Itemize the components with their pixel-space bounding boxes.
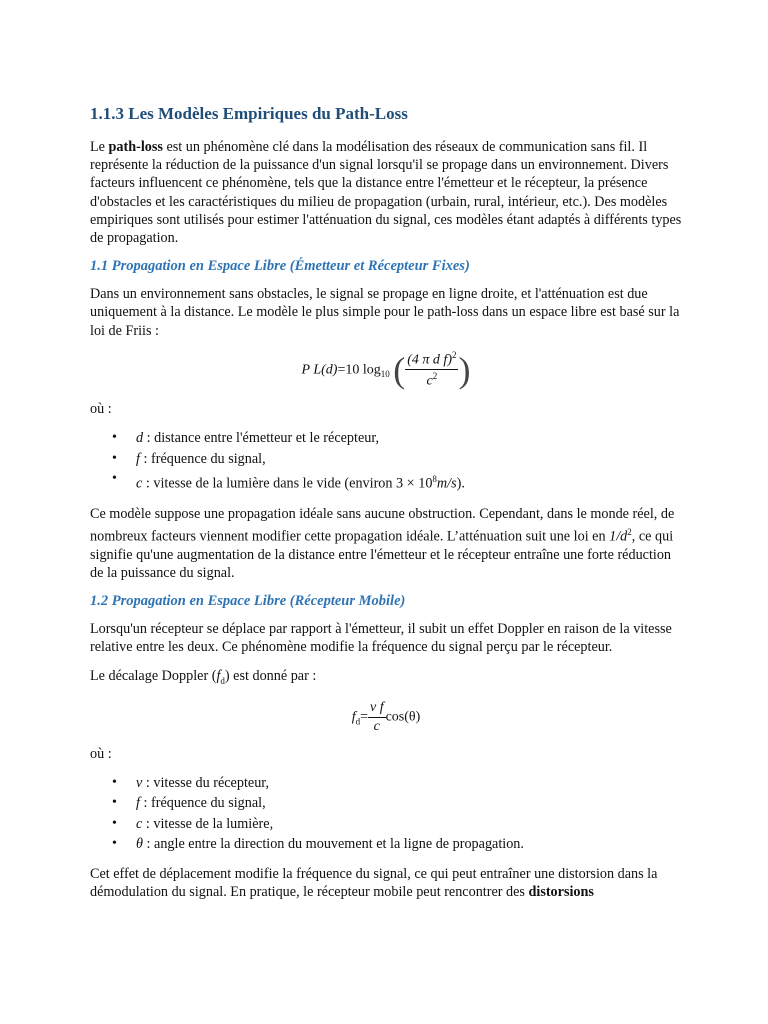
list-item bbox=[136, 449, 682, 470]
bullet-var: c bbox=[136, 815, 143, 832]
list-item bbox=[136, 428, 682, 449]
document-content bbox=[90, 104, 682, 911]
bullet-var: θ bbox=[136, 836, 143, 853]
doppler-sub: d bbox=[220, 675, 225, 686]
doppler-variable-list bbox=[90, 773, 682, 855]
friis-denominator bbox=[405, 370, 458, 390]
bullet-text: : angle entre la direction du mouvement et la ligne de propagation. bbox=[142, 836, 524, 853]
doppler-shift-line bbox=[90, 667, 682, 690]
doppler-rhs: cos(θ) bbox=[385, 709, 421, 725]
subsection-heading-2: 1.2 Propagation en Espace Libre (Récepteur Mobile) bbox=[90, 593, 406, 610]
friis-equation bbox=[90, 350, 682, 390]
list-item bbox=[136, 773, 682, 794]
friis-open-paren: ( bbox=[393, 349, 406, 390]
doppler-numerator: v f bbox=[368, 700, 386, 718]
bullet-end: ). bbox=[456, 476, 465, 493]
doppler-fraction bbox=[368, 700, 386, 735]
bullet-text: : vitesse de la lumière dans le vide (environ 3 × 10 bbox=[142, 476, 433, 493]
friis-lhs: P L(d) bbox=[301, 362, 338, 378]
attenuation-paragraph bbox=[90, 505, 682, 583]
bullet-text: : fréquence du signal, bbox=[139, 450, 266, 467]
intro-text: est un phénomène clé dans la modélisation des réseaux de communication sans fil. Il représente la réduction de la puissance d'un signal lorsqu'il se propage dans un environnement. Divers facteurs influencent ce phénomène, tels que la distance entre l'émetteur et le récepteur, la présence d'obstacles et les caractéristiques du milieu de propagation (urbain, rural, intérieur, etc.). Des modèles empiriques sont utilisés pour estimer l'atténuation du signal, ces modèles étant adaptés à différents types de propagation. bbox=[90, 139, 682, 247]
intro-bold-term: path-loss bbox=[108, 139, 163, 155]
doppler-text-b: ) est donné par : bbox=[224, 667, 317, 684]
doppler-lhs: f bbox=[351, 709, 356, 725]
doppler-lhs-sub: d bbox=[355, 716, 361, 727]
friis-fraction bbox=[405, 350, 458, 390]
list-item bbox=[136, 469, 682, 494]
friis-num-exp: 2 bbox=[451, 349, 457, 360]
friis-den-exp: 2 bbox=[432, 371, 438, 382]
distortion-bold-term: distorsions bbox=[528, 883, 594, 900]
doppler-intro-paragraph: Lorsqu'un récepteur se déplace par rapport à l'émetteur, il subit un effet Doppler en raison de la vitesse relative entre les deux. Ce phénomène modifie la fréquence du signal perçu par le récepteur. bbox=[90, 621, 672, 656]
attenuation-math: 1/d bbox=[609, 528, 628, 545]
friis-intro-paragraph: Dans un environnement sans obstacles, le signal se propage en ligne droite, et l'atténuation est due uniquement à la distance. Le modèle le plus simple pour le path-loss dans un espace libre est basé sur la loi de Friis : bbox=[90, 286, 680, 339]
attenuation-text-b: , ce qui signifie qu'une augmentation de la distance entre l'émetteur et le récepteur entraîne une forte réduction de la puissance du signal. bbox=[90, 528, 674, 581]
friis-num-text: 4 π d f bbox=[411, 352, 448, 368]
distortion-paragraph bbox=[90, 865, 682, 901]
list-item bbox=[136, 834, 682, 855]
doppler-equation bbox=[90, 700, 682, 735]
intro-prefix: Le bbox=[90, 139, 109, 155]
ou-label-1: où : bbox=[90, 401, 112, 418]
bullet-var: f bbox=[136, 450, 140, 467]
bullet-text: : distance entre l'émetteur et le récepteur, bbox=[143, 430, 380, 447]
attenuation-text-a: Ce modèle suppose une propagation idéale sans aucune obstruction. Cependant, dans le monde réel, de nombreux facteurs viennent modifier cette propagation idéale. L’atténuation suit une loi en bbox=[90, 505, 675, 545]
section-title: 1.1.3 Les Modèles Empiriques du Path-Loss bbox=[90, 104, 408, 123]
bullet-unit: m/s bbox=[436, 476, 457, 493]
bullet-text: : vitesse du récepteur, bbox=[142, 774, 269, 791]
subsection-heading-1: 1.1 Propagation en Espace Libre (Émetteur et Récepteur Fixes) bbox=[90, 258, 470, 275]
list-item bbox=[136, 793, 682, 814]
bullet-var: v bbox=[136, 774, 143, 791]
list-item bbox=[136, 814, 682, 835]
doppler-var: f bbox=[216, 667, 221, 684]
bullet-var: d bbox=[136, 430, 144, 447]
intro-paragraph bbox=[90, 138, 682, 247]
distortion-text: Cet effet de déplacement modifie la fréquence du signal, ce qui peut entraîner une distorsion dans la démodulation du signal. En pratique, le récepteur mobile peut rencontrer des bbox=[90, 865, 658, 900]
bullet-exponent: 8 bbox=[432, 474, 437, 485]
bullet-text: : vitesse de la lumière, bbox=[142, 815, 274, 832]
friis-den-text: c bbox=[426, 374, 433, 390]
friis-close-paren: ) bbox=[458, 349, 471, 390]
attenuation-exp: 2 bbox=[627, 526, 632, 537]
bullet-text: : fréquence du signal, bbox=[139, 795, 266, 812]
friis-numerator: (4 π d f)$^2$ bbox=[405, 350, 458, 371]
bullet-var: c bbox=[136, 476, 143, 493]
friis-coef: =10 log bbox=[337, 362, 381, 378]
doppler-equals: = bbox=[360, 709, 368, 725]
doppler-denominator: c bbox=[373, 718, 380, 734]
ou-label-2: où : bbox=[90, 745, 112, 762]
friis-log-base: 10 bbox=[380, 369, 390, 379]
doppler-text-a: Le décalage Doppler ( bbox=[90, 667, 217, 684]
bullet-var: f bbox=[136, 795, 140, 812]
friis-variable-list bbox=[90, 428, 682, 494]
